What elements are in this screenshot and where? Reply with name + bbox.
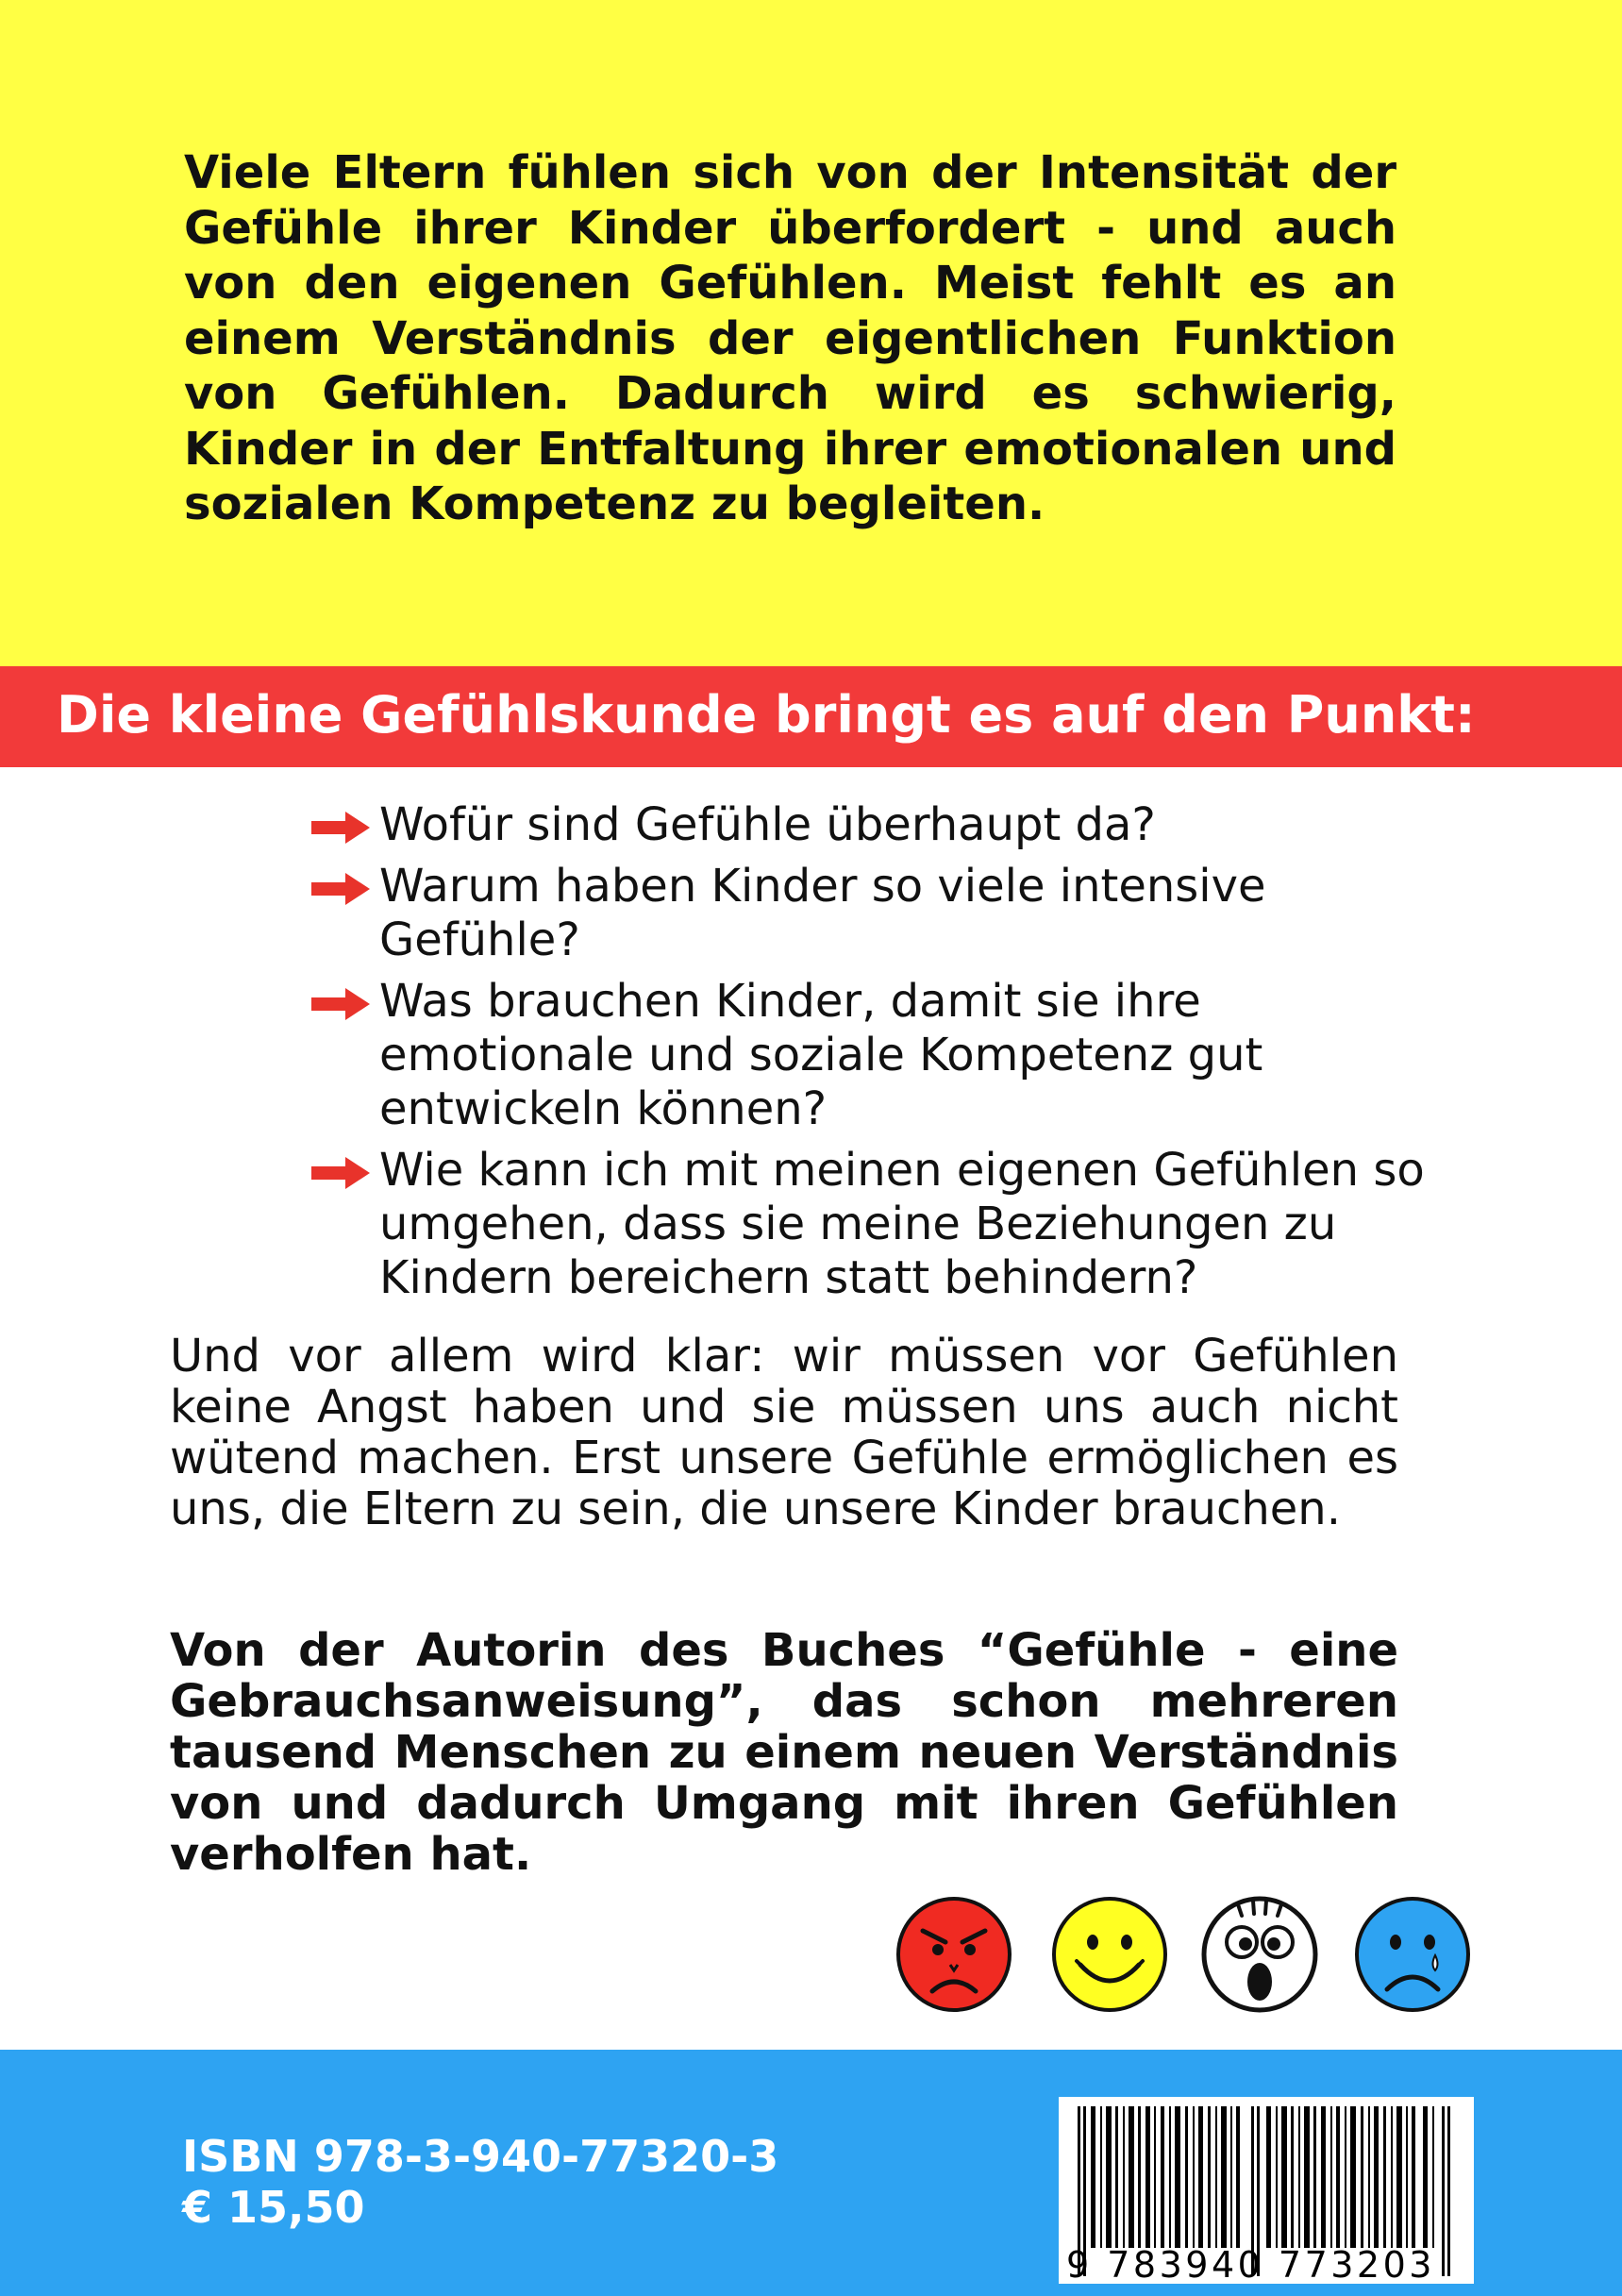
- question-text: Was brauchen Kinder, damit sie ihre emotionale und soziale Kompetenz gut entwickeln können?: [379, 975, 1263, 1135]
- closing-paragraph: Und vor allem wird klar: wir müssen vor Gefühlen keine Angst haben und sie müssen uns auch nicht wütend machen. Erst unsere Gefühle ermöglichen es uns, die Eltern zu sein, die unsere Kinder brauchen.: [170, 1330, 1398, 1535]
- right-arrow-icon: [311, 1157, 370, 1189]
- right-arrow-icon: [311, 812, 370, 844]
- price-text: € 15,50: [182, 2182, 365, 2233]
- angry-face-icon: [895, 1895, 1013, 2014]
- list-item: [311, 1144, 1425, 1305]
- isbn-text: ISBN 978-3-940-77320-3: [182, 2131, 779, 2182]
- question-list: [311, 798, 1425, 1313]
- list-item: [311, 798, 1425, 852]
- barcode-digits: 9 783940 773203: [1066, 2244, 1435, 2286]
- intro-text: Viele Eltern fühlen sich von der Intensität der Gefühle ihrer Kinder überfordert - und auch von den eigenen Gefühlen. Meist fehlt es an einem Verständnis der eigentlichen Funktion von Gefühlen. Dadurch wird es schwierig, Kinder in der Entfaltung ihrer emotionalen und sozialen Kompetenz zu begleiten.: [184, 146, 1396, 530]
- question-text: Wie kann ich mit meinen eigenen Gefühlen so umgehen, dass sie meine Beziehungen zu Kindern bereichern statt behindern?: [379, 1144, 1425, 1304]
- question-text: Wofür sind Gefühle überhaupt da?: [379, 798, 1156, 851]
- question-text: Warum haben Kinder so viele intensive Gefühle?: [379, 860, 1266, 966]
- list-item: [311, 860, 1425, 967]
- headline-banner: [0, 666, 1622, 767]
- banner-title: Die kleine Gefühlskunde bringt es auf den Punkt:: [57, 685, 1476, 745]
- shocked-face-icon: [1200, 1895, 1319, 2014]
- sad-face-icon: [1353, 1895, 1472, 2014]
- list-item: [311, 975, 1425, 1136]
- right-arrow-icon: [311, 873, 370, 905]
- happy-face-icon: [1050, 1895, 1169, 2014]
- right-arrow-icon: [311, 988, 370, 1020]
- author-paragraph: Von der Autorin des Buches “Gefühle - eine Gebrauchsanweisung”, das schon mehreren tausend Menschen zu einem neuen Verständnis von und dadurch Umgang mit ihren Gefühlen verholfen hat.: [170, 1624, 1398, 1881]
